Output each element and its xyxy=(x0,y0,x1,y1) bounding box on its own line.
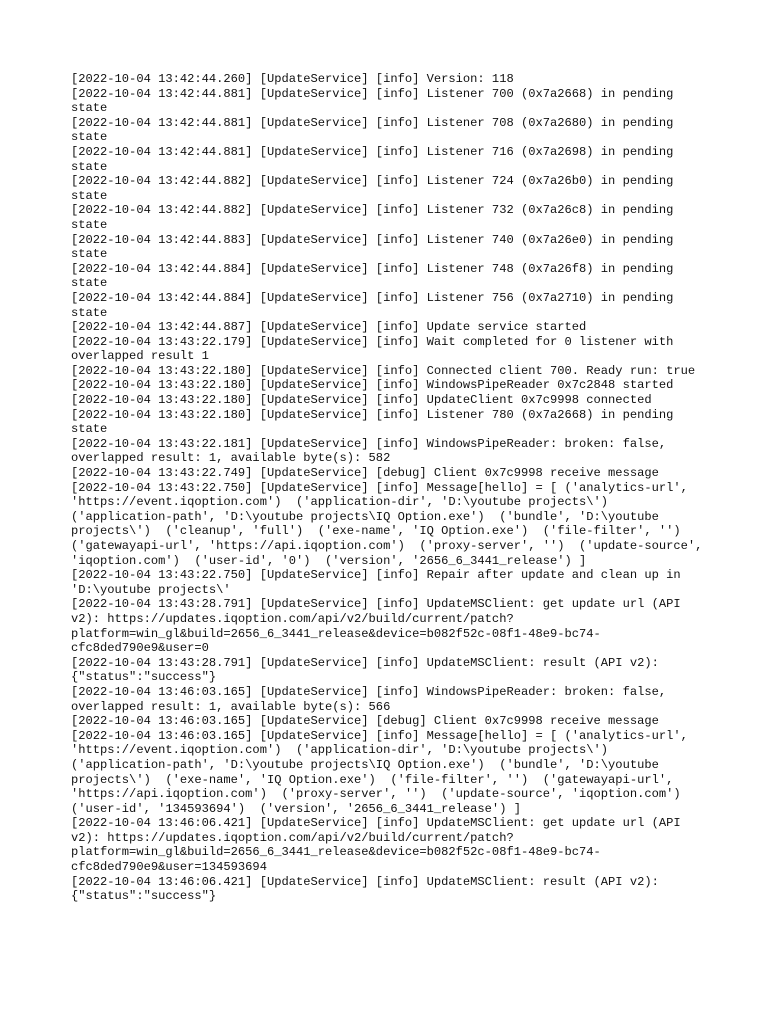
log-line: [2022-10-04 13:42:44.881] [UpdateService] [info] Listener 708 (0x7a2680) in pending state xyxy=(71,115,681,145)
log-line: [2022-10-04 13:42:44.884] [UpdateService] [info] Listener 756 (0x7a2710) in pending state xyxy=(71,290,681,320)
log-line: [2022-10-04 13:46:06.421] [UpdateService] [info] UpdateMSClient: result (API v2): {"status":"success"} xyxy=(71,874,667,904)
log-line: [2022-10-04 13:42:44.882] [UpdateService] [info] Listener 732 (0x7a26c8) in pending state xyxy=(71,203,681,232)
log-line: [2022-10-04 13:43:22.180] [UpdateService] [info] Listener 780 (0x7a2668) in pending state xyxy=(71,407,681,437)
log-line: [2022-10-04 13:42:44.882] [UpdateService] [info] Listener 724 (0x7a26b0) in pending state xyxy=(71,174,681,203)
log-line: [2022-10-04 13:46:03.165] [UpdateService] [info] WindowsPipeReader: broken: false, overlapped result: 1, available byte(s): 566 xyxy=(71,684,674,714)
log-line: [2022-10-04 13:42:44.884] [UpdateService] [info] Listener 748 (0x7a26f8) in pending state xyxy=(71,261,681,291)
log-line: [2022-10-04 13:46:03.165] [UpdateService] [info] Message[hello] = [ ('analytics-url', 'https://event.iqoption.com') ('application-dir', 'D:\youtube projects\') ('application-path', 'D:\youtube projects\IQ Option.exe') ('bundle', 'D:\youtube projects\') ('exe-name', 'IQ Option.exe') ('file-filter', '') ('gatewayapi-url', 'https://api.iqoption.com') ('proxy-server', '') ('update-source', 'iqoption.com') ('user-id', '134593694') ('version', '2656_6_3441_release') ] xyxy=(71,728,696,816)
log-line: [2022-10-04 13:46:03.165] [UpdateService] [debug] Client 0x7c9998 receive message xyxy=(71,714,659,729)
log-line: [2022-10-04 13:43:22.750] [UpdateService] [info] Repair after update and clean up in 'D:\youtube projects\' xyxy=(71,568,688,597)
log-line: [2022-10-04 13:43:28.791] [UpdateService] [info] UpdateMSClient: get update url (API v2): https://updates.iqoption.com/api/v2/build/current/patch?platform=win_gl&build=2656_6_3441_release&device=b082f52c-08f1-48e9-bc74-cfc8ded790e9&user=0 xyxy=(71,597,688,656)
log-line: [2022-10-04 13:43:22.749] [UpdateService] [debug] Client 0x7c9998 receive message xyxy=(71,466,659,481)
log-line: [2022-10-04 13:43:22.181] [UpdateService] [info] WindowsPipeReader: broken: false, overlapped result: 1, available byte(s): 582 xyxy=(71,436,674,466)
log-line: [2022-10-04 13:46:06.421] [UpdateService] [info] UpdateMSClient: get update url (API v2): https://updates.iqoption.com/api/v2/build/current/patch?platform=win_gl&build=2656_6_3441_release&device=b082f52c-08f1-48e9-bc74-cfc8ded790e9&user=134593694 xyxy=(71,816,688,875)
log-document xyxy=(71,72,711,904)
log-line: [2022-10-04 13:42:44.883] [UpdateService] [info] Listener 740 (0x7a26e0) in pending state xyxy=(71,232,681,262)
log-line: [2022-10-04 13:43:22.180] [UpdateService] [info] UpdateClient 0x7c9998 connected xyxy=(71,393,652,408)
log-line: [2022-10-04 13:42:44.887] [UpdateService] [info] Update service started xyxy=(71,320,587,335)
log-line: [2022-10-04 13:42:44.260] [UpdateService] [info] Version: 118 xyxy=(71,72,514,86)
log-line: [2022-10-04 13:42:44.881] [UpdateService] [info] Listener 716 (0x7a2698) in pending state xyxy=(71,144,681,174)
log-line: [2022-10-04 13:43:22.750] [UpdateService] [info] Message[hello] = [ ('analytics-url', 'https://event.iqoption.com') ('application-dir', 'D:\youtube projects\') ('application-path', 'D:\youtube projects\IQ Option.exe') ('bundle', 'D:\youtube projects\') ('cleanup', 'full') ('exe-name', 'IQ Option.exe') ('file-filter', '') ('gatewayapi-url', 'https://api.iqoption.com') ('proxy-server', '') ('update-source', 'iqoption.com') ('user-id', '0') ('version', '2656_6_3441_release') ] xyxy=(71,480,710,568)
log-line: [2022-10-04 13:42:44.881] [UpdateService] [info] Listener 700 (0x7a2668) in pending state xyxy=(71,86,681,116)
log-line: [2022-10-04 13:43:22.179] [UpdateService] [info] Wait completed for 0 listener with overlapped result 1 xyxy=(71,334,681,364)
log-line: [2022-10-04 13:43:22.180] [UpdateService] [info] WindowsPipeReader 0x7c2848 started xyxy=(71,378,674,393)
log-line: [2022-10-04 13:43:22.180] [UpdateService] [info] Connected client 700. Ready run: true xyxy=(71,363,696,378)
log-line: [2022-10-04 13:43:28.791] [UpdateService] [info] UpdateMSClient: result (API v2): {"status":"success"} xyxy=(71,655,667,685)
